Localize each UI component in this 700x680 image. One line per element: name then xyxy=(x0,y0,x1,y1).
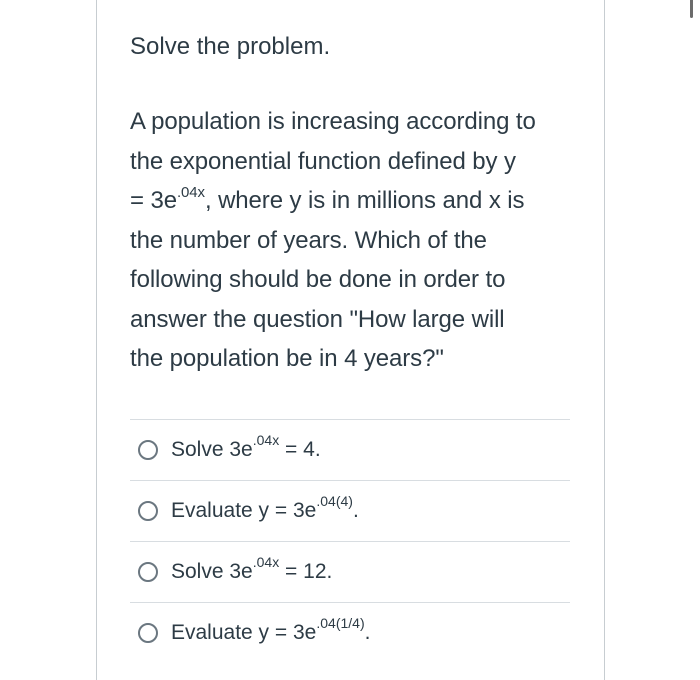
answer-options xyxy=(130,419,570,663)
question-line: the exponential function defined by y xyxy=(130,147,516,175)
answer-option-1[interactable] xyxy=(130,419,570,480)
scrollbar-thumb[interactable] xyxy=(690,0,693,18)
equation-base: = 3e xyxy=(130,187,177,214)
radio-unselected-icon[interactable] xyxy=(138,562,158,582)
answer-text-rest: . xyxy=(352,498,359,522)
answer-label xyxy=(171,431,321,462)
answer-exponent: .04x xyxy=(252,431,280,448)
question-card xyxy=(130,30,575,663)
answer-text-base: Solve 3e xyxy=(171,437,253,461)
answer-option-2[interactable] xyxy=(130,480,570,541)
question-frame-left-border xyxy=(96,0,97,680)
question-line: A population is increasing according to xyxy=(130,108,536,135)
question-line-rest: , where y is in millions and x is xyxy=(204,187,525,214)
equation-exponent: .04x xyxy=(176,184,205,201)
answer-text-base: Evaluate y = 3e xyxy=(171,498,317,522)
radio-unselected-icon[interactable] xyxy=(138,623,158,643)
question-line: following should be done in order to xyxy=(130,266,506,293)
answer-label xyxy=(171,614,371,645)
answer-text-base: Solve 3e xyxy=(171,559,253,583)
question-line: the number of years. Which of the xyxy=(130,226,487,254)
answer-exponent: .04x xyxy=(252,553,280,570)
answer-text-base: Evaluate y = 3e xyxy=(171,620,317,644)
question-frame-right-border xyxy=(604,0,605,680)
answer-exponent: .04(4) xyxy=(316,492,353,509)
answer-exponent: .04(1/4) xyxy=(316,614,365,631)
question-line-with-exponent xyxy=(130,181,575,221)
answer-option-3[interactable] xyxy=(130,541,570,602)
radio-unselected-icon[interactable] xyxy=(138,501,158,521)
answer-label xyxy=(171,553,333,584)
answer-option-4[interactable] xyxy=(130,602,570,663)
question-text xyxy=(130,102,575,379)
question-line: the population be in 4 years?" xyxy=(130,345,444,372)
question-line: answer the question "How large will xyxy=(130,305,505,333)
answer-text-rest: = 4. xyxy=(279,437,321,461)
instruction-text: Solve the problem. xyxy=(130,33,331,60)
radio-unselected-icon[interactable] xyxy=(138,440,158,460)
answer-text-rest: = 12. xyxy=(279,559,333,583)
answer-label xyxy=(171,492,359,523)
answer-text-rest: . xyxy=(364,620,371,644)
